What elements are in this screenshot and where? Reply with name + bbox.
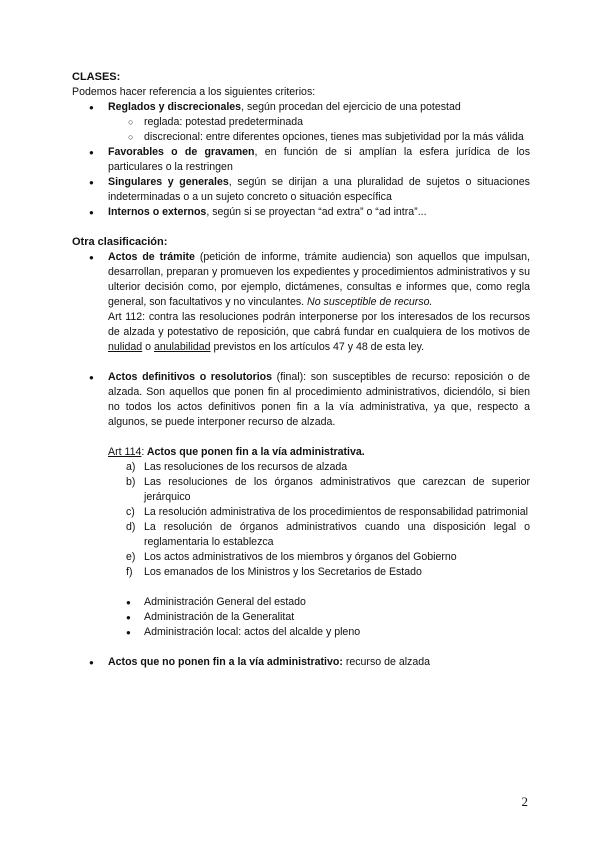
item-text: , según si se proyectan “ad extra” o “ad intra”... [206, 206, 427, 218]
sub-list [108, 115, 530, 145]
page-number: 2 [521, 794, 528, 809]
item-text: , según se dirijan a una pluralidad de sujetos o situaciones indeterminadas o a un sujeto concreto o situación específica [108, 176, 530, 203]
list-item-definitivos [72, 370, 530, 460]
art114-ref: Art 114 [108, 446, 142, 458]
alpha-item [72, 460, 530, 475]
alpha-text: Los emanados de los Ministros y los Secretarios de Estado [144, 566, 422, 578]
item-term: Actos que no ponen fin a la vía administrativo: [108, 656, 343, 668]
alpha-text: Los actos administrativos de los miembros y órganos del Gobierno [144, 551, 457, 563]
item-term: Favorables o de gravamen [108, 146, 255, 158]
alpha-item [72, 565, 530, 580]
alpha-marker: e) [126, 551, 136, 563]
art112-text [108, 310, 530, 355]
alpha-item [72, 505, 530, 520]
nulidad-term: nulidad [108, 341, 143, 353]
list-item [72, 100, 530, 145]
item-term: Internos o externos [108, 206, 207, 218]
item-term: Reglados y discrecionales [108, 101, 242, 113]
item-text: (petición de informe, trámite audiencia) son aquellos que impulsan, desarrollan, preparan y promueven los expedientes y procedimientos administrativos y su ulterior decisión como, por ejemplo, dictámenes, consultas e informes que, como regla general, son facultativos y no vinculantes. [108, 251, 530, 308]
no-fin-list [72, 655, 530, 670]
connector: o [142, 341, 154, 353]
item-term: Singulares y generales [108, 176, 229, 188]
admin-list [72, 595, 530, 640]
intro-text: Podemos hacer referencia a los siguientes criterios: [72, 86, 316, 98]
alpha-marker: d) [126, 521, 136, 533]
alpha-text: Las resoluciones de los órganos administrativos que carezcan de superior jerárquico [144, 476, 530, 503]
item-text: , según procedan del ejercicio de una potestad [241, 101, 461, 113]
alpha-text: La resolución administrativa de los procedimientos de responsabilidad patrimonial [144, 506, 528, 518]
alpha-text: La resolución de órganos administrativos cuando una disposición legal o reglamentaria lo establezca [144, 521, 530, 548]
alpha-marker: c) [126, 506, 135, 518]
art112-pre: Art 112: contra las resoluciones podrán interponerse por los interesados de los recursos de alzada y potestativo de reposición, que cabrá fundar en cualquiera de los motivos de [108, 311, 530, 338]
list-item [72, 205, 530, 220]
sub-list-item: ○ discrecional: entre diferentes opciones, tienes mas subjetividad por la más válida [108, 130, 530, 145]
item-text: , en función de si amplían la esfera jurídica de los particulares o la restringen [108, 146, 530, 173]
item-term: Actos definitivos o resolutorios [108, 371, 273, 383]
art114-colon: : [141, 446, 145, 458]
alpha-marker: f) [126, 566, 133, 578]
list-item-no-fin [72, 655, 530, 670]
art114-heading [108, 445, 530, 460]
item-term: Actos de trámite [108, 251, 195, 263]
alpha-marker: b) [126, 476, 136, 488]
admin-item: ● Administración de la Generalitat [72, 610, 530, 625]
art112-post: previstos en los artículos 47 y 48 de esta ley. [210, 341, 425, 353]
document-page [72, 70, 530, 670]
alpha-item [72, 520, 530, 550]
alpha-text: Las resoluciones de los recursos de alzada [144, 461, 348, 473]
clases-list [72, 100, 530, 220]
list-item [72, 175, 530, 205]
sub-list-item: ○ reglada: potestad predeterminada [108, 115, 530, 130]
list-item [72, 145, 530, 175]
anulabilidad-term: anulabilidad [153, 341, 211, 353]
item-note: No susceptible de recurso. [307, 296, 433, 308]
otra-list [72, 250, 530, 460]
admin-item: ● Administración local: actos del alcalde y pleno [72, 625, 530, 640]
item-text: (final): son susceptibles de recurso: reposición o de alzada. Son aquellos que ponen fin al procedimiento administrativos, diciendólo, si bien no todos los actos definitivos ponen fin a la vía administrativa, ya que, respecto a algunos, se puede interponer recurso de alzada. [108, 371, 530, 428]
item-text: recurso de alzada [342, 656, 431, 668]
alpha-item [72, 550, 530, 565]
section-heading-clases: CLASES: [72, 71, 121, 83]
art114-list [72, 460, 530, 580]
section-heading-otra: Otra clasificación: [72, 236, 168, 248]
alpha-item [72, 475, 530, 505]
alpha-marker: a) [126, 461, 136, 473]
admin-item: ● Administración General del estado [72, 595, 530, 610]
art114-title: Actos que ponen fin a la vía administrativa. [144, 446, 365, 458]
list-item-tramite [72, 250, 530, 355]
